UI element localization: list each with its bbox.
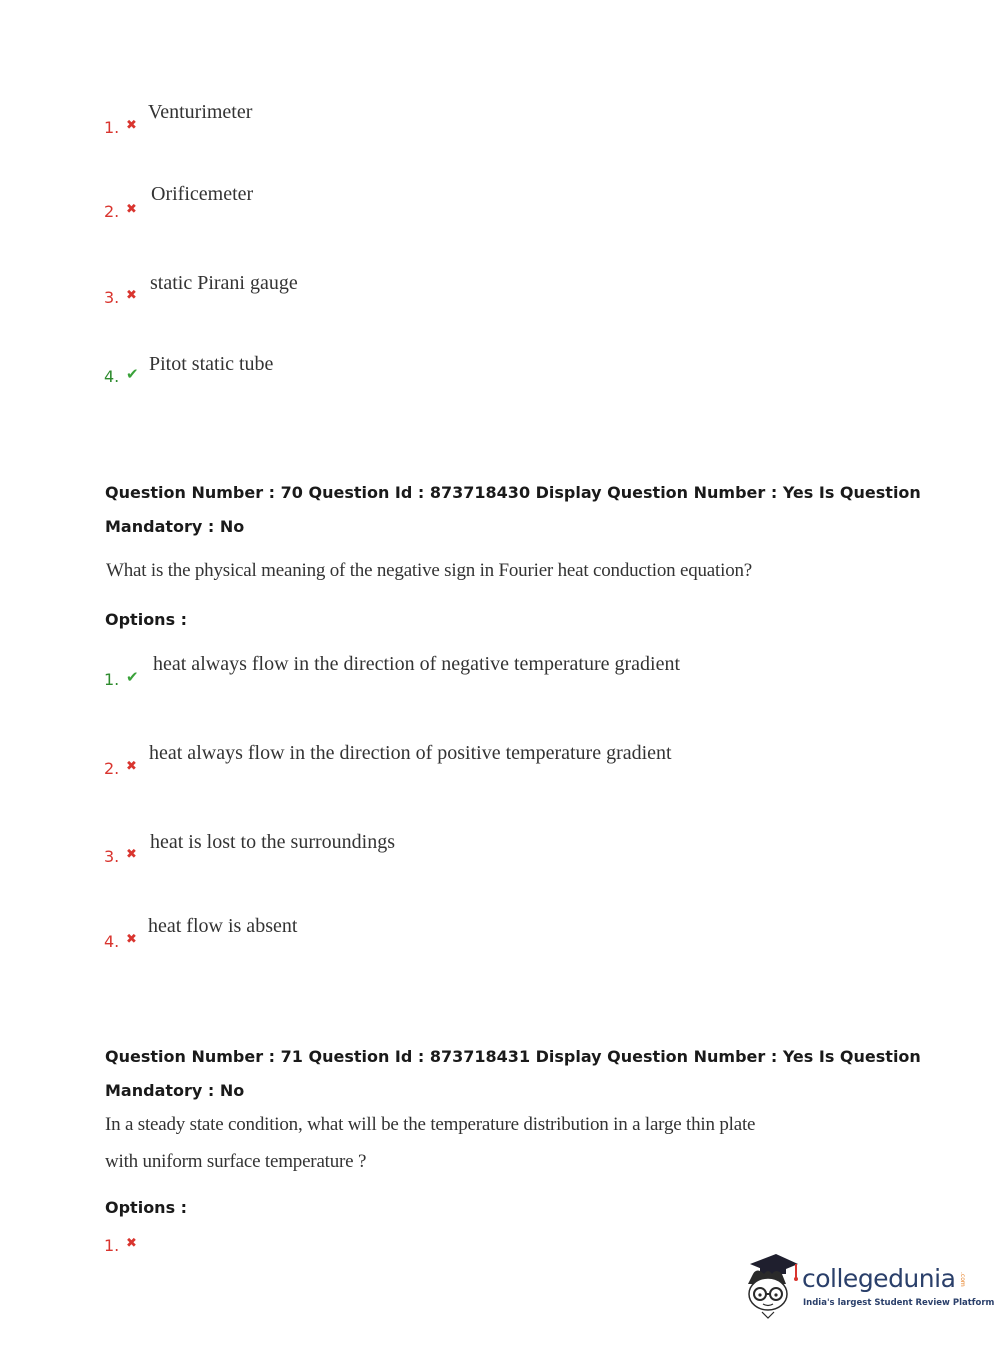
q71-header-line2: Mandatory : No (105, 1081, 245, 1100)
option-number: 3. (104, 288, 120, 307)
q70-options-label: Options : (105, 610, 188, 629)
q70-option-4 (104, 915, 504, 955)
q69-option-4 (104, 353, 404, 393)
q69-option-2 (104, 183, 404, 223)
q70-header-line1: Question Number : 70 Question Id : 873718430 Display Question Number : Yes Is Question (105, 483, 921, 502)
cross-icon: ✖ (126, 202, 137, 217)
q70-question-text: What is the physical meaning of the negative sign in Fourier heat conduction equation? (106, 560, 753, 581)
cross-icon: ✖ (126, 932, 137, 947)
option-number: 1. (104, 118, 120, 137)
collegedunia-logo (742, 1250, 995, 1320)
logo-suffix: .com (959, 1272, 966, 1287)
option-text: heat is lost to the surroundings (150, 831, 395, 853)
option-text: heat flow is absent (148, 915, 298, 937)
q71-header-line1: Question Number : 71 Question Id : 873718431 Display Question Number : Yes Is Question (105, 1047, 921, 1066)
mascot-icon (742, 1250, 800, 1320)
option-text: Pitot static tube (149, 353, 274, 375)
q71-options-label: Options : (105, 1198, 188, 1217)
cross-icon: ✖ (126, 288, 137, 303)
q69-option-1 (104, 101, 404, 141)
option-number: 2. (104, 759, 120, 778)
option-text: heat always flow in the direction of positive temperature gradient (149, 742, 672, 764)
cross-icon: ✖ (126, 118, 137, 133)
option-text: static Pirani gauge (150, 272, 298, 294)
q71-option-1 (104, 1236, 164, 1260)
option-text: Venturimeter (148, 101, 253, 123)
q70-option-1 (104, 653, 754, 693)
cross-icon: ✖ (126, 1236, 137, 1251)
option-text: heat always flow in the direction of negative temperature gradient (153, 653, 681, 675)
option-number: 1. (104, 1236, 120, 1255)
option-number: 4. (104, 367, 120, 386)
q70-option-2 (104, 742, 754, 782)
check-icon: ✔ (126, 365, 139, 383)
option-number: 3. (104, 847, 120, 866)
cross-icon: ✖ (126, 847, 137, 862)
option-text: Orificemeter (151, 183, 254, 205)
option-number: 1. (104, 670, 120, 689)
logo-tagline: India's largest Student Review Platform (803, 1298, 995, 1308)
logo-wordmark: collegedunia (802, 1264, 956, 1293)
q69-option-3 (104, 272, 404, 312)
q71-question-line2: with uniform surface temperature ? (105, 1151, 367, 1172)
q70-header-line2: Mandatory : No (105, 517, 245, 536)
option-number: 2. (104, 202, 120, 221)
q71-question-line1: In a steady state condition, what will be the temperature distribution in a large thin plate (105, 1114, 756, 1135)
check-icon: ✔ (126, 668, 139, 686)
cross-icon: ✖ (126, 759, 137, 774)
q70-option-3 (104, 831, 504, 871)
option-number: 4. (104, 932, 120, 951)
